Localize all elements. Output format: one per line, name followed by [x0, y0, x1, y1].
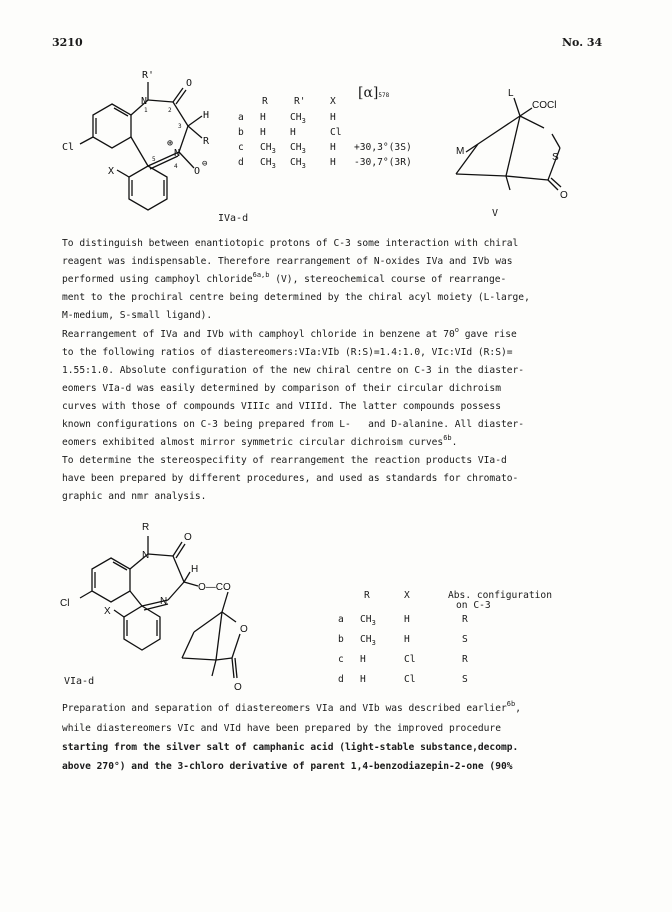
cell-configuration: R: [462, 614, 468, 625]
H-label: H: [203, 110, 210, 121]
N-oxide-O-label: O: [194, 166, 201, 177]
cell-R: $CH_3$: [260, 142, 276, 155]
text-line: Preparation and separation of diastereomers VIa and VIb was described earlier$^{6b}$,: [62, 700, 521, 714]
cell-R-prime: $CH_3$: [290, 112, 306, 125]
row-id: b: [238, 127, 244, 138]
N4-label: N: [160, 596, 168, 607]
text-line: curves with those of compounds VIIIc and VIIId. The latter compounds possess: [62, 401, 501, 412]
text-line: 1.55:1.0. Absolute configuration of the new chiral centre on C-3 in the diaster-: [62, 365, 525, 376]
text-line: known configurations on C-3 being prepared from L- and D-alanine. All diaster-: [62, 419, 525, 430]
cell-configuration: S: [462, 634, 468, 645]
locant-1: 1: [144, 107, 148, 114]
text-line: have been prepared by different procedures, and used as standards for chromato-: [62, 473, 519, 484]
col-abs-config: Abs. configuration: [448, 590, 552, 601]
compound-IVa-d-label: IVa-d: [218, 213, 249, 224]
col-R-prime: R': [294, 96, 306, 107]
Cl-label: Cl: [62, 142, 75, 153]
text-line: M-medium, S-small ligand).: [62, 310, 213, 321]
aryl-ring: [129, 166, 167, 210]
text-line: eomers exhibited almost mirror symmetric circular dichroism curves$^{6b}$.: [62, 434, 458, 448]
X-label: X: [104, 606, 111, 617]
reference-6ab: 6a,b: [252, 271, 270, 279]
cell-X: Cl: [404, 674, 416, 685]
R-prime-label: R': [142, 70, 155, 81]
R-label: R: [203, 136, 210, 147]
cell-X: H: [330, 112, 336, 123]
page-number: 3210: [52, 36, 83, 49]
S-ligand-label: S: [552, 152, 559, 163]
row-id: b: [338, 634, 344, 645]
X-label: X: [108, 166, 115, 177]
keto-O-label: O: [234, 682, 242, 693]
benzo-ring: [92, 558, 130, 602]
locant-2: 2: [168, 107, 172, 114]
Cl-label: Cl: [60, 598, 70, 609]
locant-4: 4: [174, 163, 178, 170]
plus-charge: ⊕: [167, 138, 174, 149]
carbonyl-O-label: O: [184, 532, 192, 543]
structure-IV: [60, 70, 260, 230]
cell-R: $CH_3$: [360, 614, 376, 627]
R-label: R: [142, 522, 150, 533]
text-line: to the following ratios of diastereomers:VIa:VIb (R:S)=1.4:1.0, VIc:VId (R:S)=: [62, 347, 513, 358]
text-line: To distinguish between enantiotopic protons of C-3 some interaction with chiral: [62, 238, 519, 249]
N1-label: N: [142, 550, 150, 561]
cell-X: H: [330, 142, 336, 153]
lactone-O-label: O: [240, 624, 248, 635]
N1-label: N: [141, 96, 148, 107]
cell-X: Cl: [330, 127, 342, 138]
cell-X: H: [330, 157, 336, 168]
reference-6b: 6b: [443, 434, 452, 442]
row-id: c: [238, 142, 244, 153]
reference-6b: 6b: [506, 700, 516, 708]
cell-R: $CH_3$: [260, 157, 276, 170]
row-id: d: [238, 157, 244, 168]
H-label: H: [191, 564, 199, 575]
col-rotation: [α]578: [358, 85, 390, 101]
structure-V: [448, 86, 588, 216]
text-line: ment to the prochiral centre being determined by the chiral acyl moiety (L-large,: [62, 292, 530, 303]
cell-X: H: [404, 634, 410, 645]
L-ligand-label: L: [508, 88, 514, 99]
camphanate-cage: [182, 592, 240, 678]
cell-configuration: R: [462, 654, 468, 665]
cell-rotation: -30,7°(3R): [354, 157, 412, 168]
cell-R: $CH_3$: [360, 634, 376, 647]
cell-R-prime: $CH_3$: [290, 142, 306, 155]
text-line: graphic and nmr analysis.: [62, 491, 207, 502]
cell-rotation: +30,3°(3S): [354, 142, 412, 153]
text-line: eomers VIa-d was easily determined by comparison of their circular dichroism: [62, 383, 501, 394]
col-X: X: [330, 96, 336, 107]
V-keto-O-label: O: [560, 190, 568, 201]
cell-R: H: [260, 127, 266, 138]
text-line: Rearrangement of IVa and IVb with camphoyl chloride in benzene at 70$^o$ gave rise: [62, 326, 517, 340]
col-R: R: [364, 590, 370, 601]
cell-R-prime: $CH_3$: [290, 157, 306, 170]
cell-R-prime: H: [290, 127, 296, 138]
cell-configuration: S: [462, 674, 468, 685]
text-line: performed using camphoyl chloride$^{6a,b}$ (V), stereochemical course of rearrange-: [62, 271, 507, 285]
locant-3: 3: [178, 123, 182, 130]
cell-R: H: [260, 112, 266, 123]
row-id: d: [338, 674, 344, 685]
M-ligand-label: M: [456, 146, 465, 157]
minus-charge: ⊖: [202, 159, 208, 169]
ester-label: O—CO: [198, 582, 231, 593]
text-line: while diastereomers VIc and VId have been prepared by the improved procedure: [62, 723, 501, 734]
cell-X: Cl: [404, 654, 416, 665]
cell-R: H: [360, 674, 366, 685]
text-line: To determine the stereospecifity of rearrangement the reaction products VIa-d: [62, 455, 507, 466]
row-id: a: [238, 112, 244, 123]
col-R: R: [262, 96, 268, 107]
benzo-ring: [93, 104, 131, 148]
structure-VI: [56, 510, 316, 700]
text-line: above 270°) and the 3-chloro derivative of parent 1,4-benzodiazepin-2-one (90%: [62, 761, 513, 772]
text-line: reagent was indispensable. Therefore rearrangement of N-oxides IVa and IVb was: [62, 256, 513, 267]
N-plus-label: N: [174, 148, 181, 159]
cell-R: H: [360, 654, 366, 665]
text-line: starting from the silver salt of camphanic acid (light-stable substance,decomp.: [62, 742, 519, 753]
compound-VIa-d-label: VIa-d: [64, 676, 95, 687]
col-on-C3: on C-3: [456, 600, 491, 611]
col-X: X: [404, 590, 410, 601]
row-id: a: [338, 614, 344, 625]
COCl-label: COCl: [532, 100, 557, 111]
issue-number: No. 34: [562, 36, 603, 49]
carbonyl-O-label: O: [186, 78, 193, 89]
row-id: c: [338, 654, 344, 665]
locant-5: 5: [152, 156, 156, 163]
aryl-ring: [124, 606, 160, 650]
compound-V-label: V: [492, 208, 499, 219]
cell-X: H: [404, 614, 410, 625]
